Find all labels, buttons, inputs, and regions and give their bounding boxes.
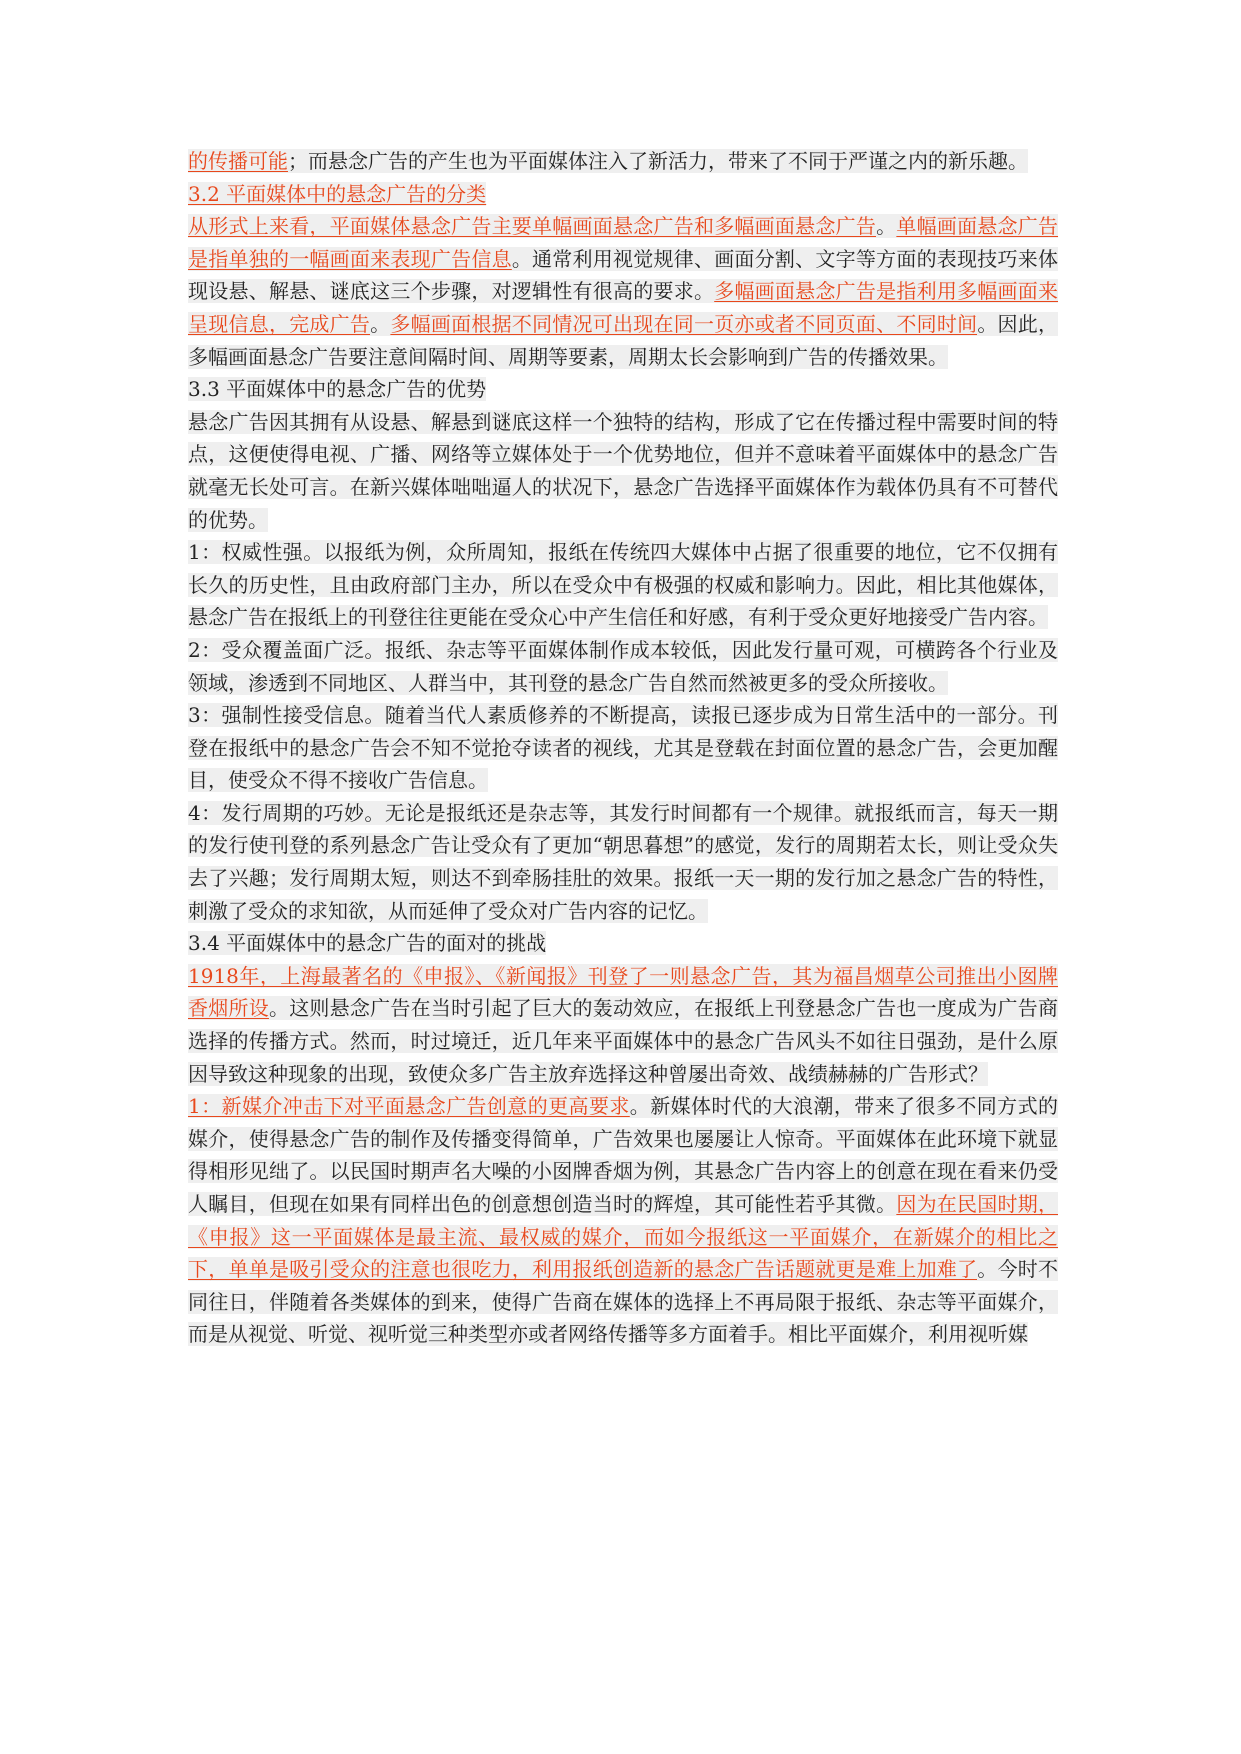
paragraph (188, 210, 1058, 373)
paragraph (188, 406, 1058, 536)
paragraph (188, 178, 1058, 211)
paragraph (188, 373, 1058, 406)
body-text: 。 (370, 311, 391, 336)
highlighted-text: 多幅画面悬念广告是指利用多幅画面来呈现信息，完成广告 (188, 279, 1059, 336)
paragraph (188, 145, 1058, 178)
body-text: 。新媒体时代的大浪潮，带来了很多不同方式的媒介，使得悬念广告的制作及传播变得简单，广告效果也屡屡让人惊奇。平面媒体在此环境下就显得相形见绌了。以民国时期声名大噪的小囡牌香烟为例，其悬念广告内容上的创意在现在看来仍受人瞩目，但现在如果有同样出色的创意想创造当时的辉煌，其可能性若乎其微。 (188, 1094, 1059, 1216)
body-text: 。今时不同往日，伴随着各类媒体的到来，使得广告商在媒体的选择上不再局限于报纸、杂志等平面媒介，而是从视觉、听觉、视听觉三种类型亦或者网络传播等多方面着手。相比平面媒介，利用视听媒 (188, 1257, 1059, 1347)
highlighted-text: 1918年，上海最著名的《申报》、《新闻报》刊登了一则悬念广告，其为福昌烟草公司推出小囡牌香烟所设 (188, 963, 1058, 1021)
body-text: 2：受众覆盖面广泛。报纸、杂志等平面媒体制作成本较低，因此发行量可观，可横跨各个行业及领域，渗透到不同地区、人群当中，其刊登的悬念广告自然而然被更多的受众所接收。 (188, 637, 1058, 695)
body-text: 3.3 平面媒体中的悬念广告的优势 (188, 377, 487, 402)
document-body (188, 145, 1058, 1351)
highlighted-text: 多幅画面根据不同情况可出现在同一页亦或者不同页面、不同时间 (390, 311, 978, 336)
body-text: 。 (876, 214, 897, 239)
body-text: 3：强制性接受信息。随着当代人素质修养的不断提高，读报已逐步成为日常生活中的一部分。刊登在报纸中的悬念广告会不知不觉抢夺读者的视线，尤其是登载在封面位置的悬念广告，会更加醒目，使受众不得不接收广告信息。 (188, 703, 1058, 793)
paragraph (188, 699, 1058, 797)
highlighted-text: 3.2 平面媒体中的悬念广告的分类 (188, 181, 487, 206)
body-text: 3.4 平面媒体中的悬念广告的面对的挑战 (188, 931, 547, 956)
paragraph (188, 536, 1058, 634)
paragraph (188, 797, 1058, 927)
body-text: 。因此，多幅画面悬念广告要注意间隔时间、周期等要素，周期太长会影响到广告的传播效果。 (188, 311, 1059, 369)
body-text: 悬念广告因其拥有从设悬、解悬到谜底这样一个独特的结构，形成了它在传播过程中需要时间的特点，这便使得电视、广播、网络等立媒体处于一个优势地位，但并不意味着平面媒体中的悬念广告就毫无长处可言。在新兴媒体咄咄逼人的状况下，悬念广告选择平面媒体作为载体仍具有不可替代的优势。 (188, 409, 1058, 532)
body-text: 。这则悬念广告在当时引起了巨大的轰动效应，在报纸上刊登悬念广告也一度成为广告商选择的传播方式。然而，时过境迁，近几年来平面媒体中的悬念广告风头不如往日强劲，是什么原因导致这种现象的出现，致使众多广告主放弃选择这种曾屡出奇效、战绩赫赫的广告形式？ (188, 996, 1059, 1086)
highlighted-text: 因为在民国时期，《申报》这一平面媒体是最主流、最权威的媒介，而如今报纸这一平面媒介，在新媒介的相比之下，单单是吸引受众的注意也很吃力，利用报纸创造新的悬念广告话题就更是难上加难了 (188, 1192, 1059, 1282)
body-text: 1：权威性强。以报纸为例，众所周知，报纸在传统四大媒体中占据了很重要的地位，它不仅拥有长久的历史性，且由政府部门主办，所以在受众中有极强的权威和影响力。因此，相比其他媒体，悬念广告在报纸上的刊登往往更能在受众心中产生信任和好感，有利于受众更好地接受广告内容。 (188, 540, 1058, 630)
highlighted-text: 的传播可能 (188, 149, 288, 173)
highlighted-text: 从形式上来看，平面媒体悬念广告主要单幅画面悬念广告和多幅画面悬念广告 (188, 214, 877, 239)
highlighted-text: 1：新媒介冲击下对平面悬念广告创意的更高要求 (188, 1094, 630, 1119)
paragraph (188, 634, 1058, 699)
paragraph (188, 960, 1058, 1090)
body-text: 4：发行周期的巧妙。无论是报纸还是杂志等，其发行时间都有一个规律。就报纸而言，每天一期的发行使刊登的系列悬念广告让受众有了更加“朝思暮想”的感觉，发行的周期若太长，则让受众失去了兴趣；发行周期太短，则达不到牵肠挂肚的效果。报纸一天一期的发行加之悬念广告的特性，刺激了受众的求知欲，从而延伸了受众对广告内容的记忆。 (188, 800, 1058, 923)
paragraph (188, 927, 1058, 960)
paragraph (188, 1090, 1058, 1351)
highlighted-text: 单幅画面悬念广告是指单独的一幅画面来表现广告信息 (188, 214, 1059, 271)
body-text: 。通常利用视觉规律、画面分割、文字等方面的表现技巧来体现设悬、解悬、谜底这三个步骤，对逻辑性有很高的要求。 (188, 246, 1059, 304)
body-text: ；而悬念广告的产生也为平面媒体注入了新活力，带来了不同于严谨之内的新乐趣。 (288, 149, 1028, 173)
